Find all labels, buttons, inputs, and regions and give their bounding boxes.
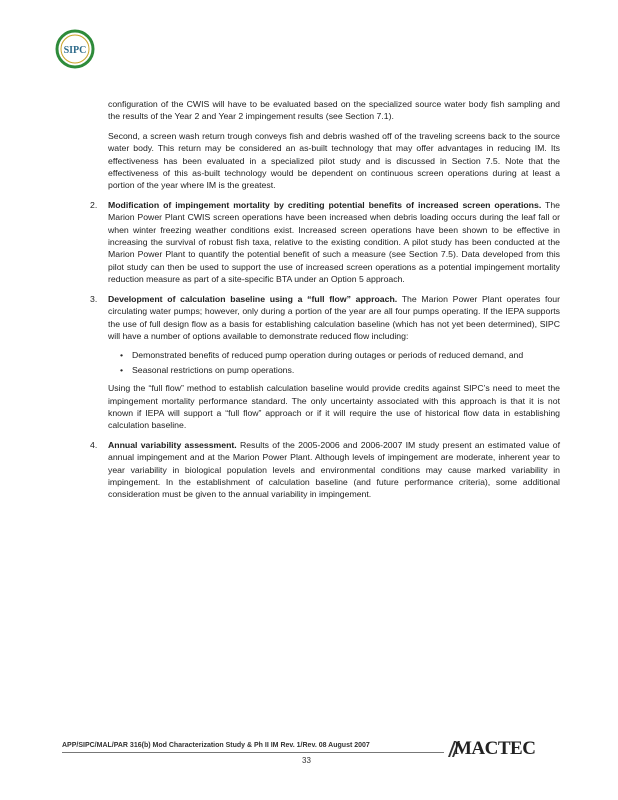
logo-text: SIPC: [63, 45, 87, 56]
paragraph-full-flow: Using the “full flow” method to establish calculation baseline would provide credits against SIPC’s need to meet the impingement mortality performance standard. The only uncertainty associated with this approach is that it is not known if IEPA will support a “full flow” approach or if it will require the use of historical flow data in establishing calculation baseline.: [108, 383, 560, 431]
paragraph-screen-wash: Second, a screen wash return trough conveys fish and debris washed off of the traveling screens back to the source water body. This return may be considered an as-built technology that may offer advantages in reducing IM. Its effectiveness has been evaluated in a specialized pilot study and is discussed in Section 7.5. Note that the effectiveness of this as-built technology would be dependent on continuous screen operations during at least a portion of the year where IM is the greatest.: [108, 130, 560, 191]
item-title: Development of calculation baseline using a “full flow” approach.: [108, 293, 398, 304]
sipc-logo: [54, 28, 96, 70]
footer-doc-id: APP/SIPC/MAL/PAR 316(b) Mod Characterization Study & Ph II IM Rev. 1/Rev. 08 August 2007: [62, 742, 370, 749]
item-title: Annual variability assessment.: [108, 439, 237, 450]
item-4: [90, 439, 560, 501]
page-footer: [62, 738, 562, 772]
item-2: [90, 199, 560, 286]
paragraph-intro: configuration of the CWIS will have to be evaluated based on the specialized source water body fish sampling and the results of the Year 2 and Year 2 impingement results (see Section 7.1).: [108, 99, 560, 122]
item-number: 2.: [90, 199, 98, 210]
footer-rule: [62, 752, 444, 753]
item-text: The Marion Power Plant operates four circulating water pumps; however, only during a portion of the year are all four pumps operating. If the IEPA supports the use of full design flow as a basis for establishing calculation baseline (which has not yet been determined), SIPC will have a number of options available to demonstrate reduced flow including:: [108, 293, 560, 341]
item-text: Results of the 2005-2006 and 2006-2007 IM study present an estimated value of annual impingement and at the Marion Power Plant. Although levels of impingement are moderate, inherent year to year variability in biological population levels and environmental conditions may cause marked variability in impingement. In the establishment of calculation baseline (and future performance criteria), some additional consideration must be given to the annual variability in impingement.: [108, 439, 560, 500]
list-item: • Seasonal restrictions on pump operations.: [132, 364, 560, 376]
mactec-logo: MACTEC: [454, 738, 536, 759]
item-title: Modification of impingement mortality by crediting potential benefits of increased screen operations.: [108, 199, 542, 210]
page-number: 33: [302, 756, 311, 765]
bullet-list: [108, 349, 560, 376]
item-text: The Marion Power Plant CWIS screen operations have been increased when debris loading occurs during the leaf fall or when winter freezing weather conditions exist. Increased screen operations have been shown to be effective in increasing the survival of robust fish taxa, relative to the existing condition. A pilot study has been conducted at the Marion Power Plant to quantify the potential benefit of such a measure (see Section 7.5). Data developed from this pilot study can then be used to support the use of increased screen operations as a potential impingement mortality reduction measure as part of a site-specific BTA under an Option 5 approach.: [108, 199, 560, 285]
item-3: [90, 293, 560, 343]
document-body: [90, 98, 560, 508]
list-item: • Demonstrated benefits of reduced pump operation during outages or periods of reduced demand, and: [132, 349, 560, 361]
item-number: 3.: [90, 293, 98, 304]
item-number: 4.: [90, 439, 98, 450]
